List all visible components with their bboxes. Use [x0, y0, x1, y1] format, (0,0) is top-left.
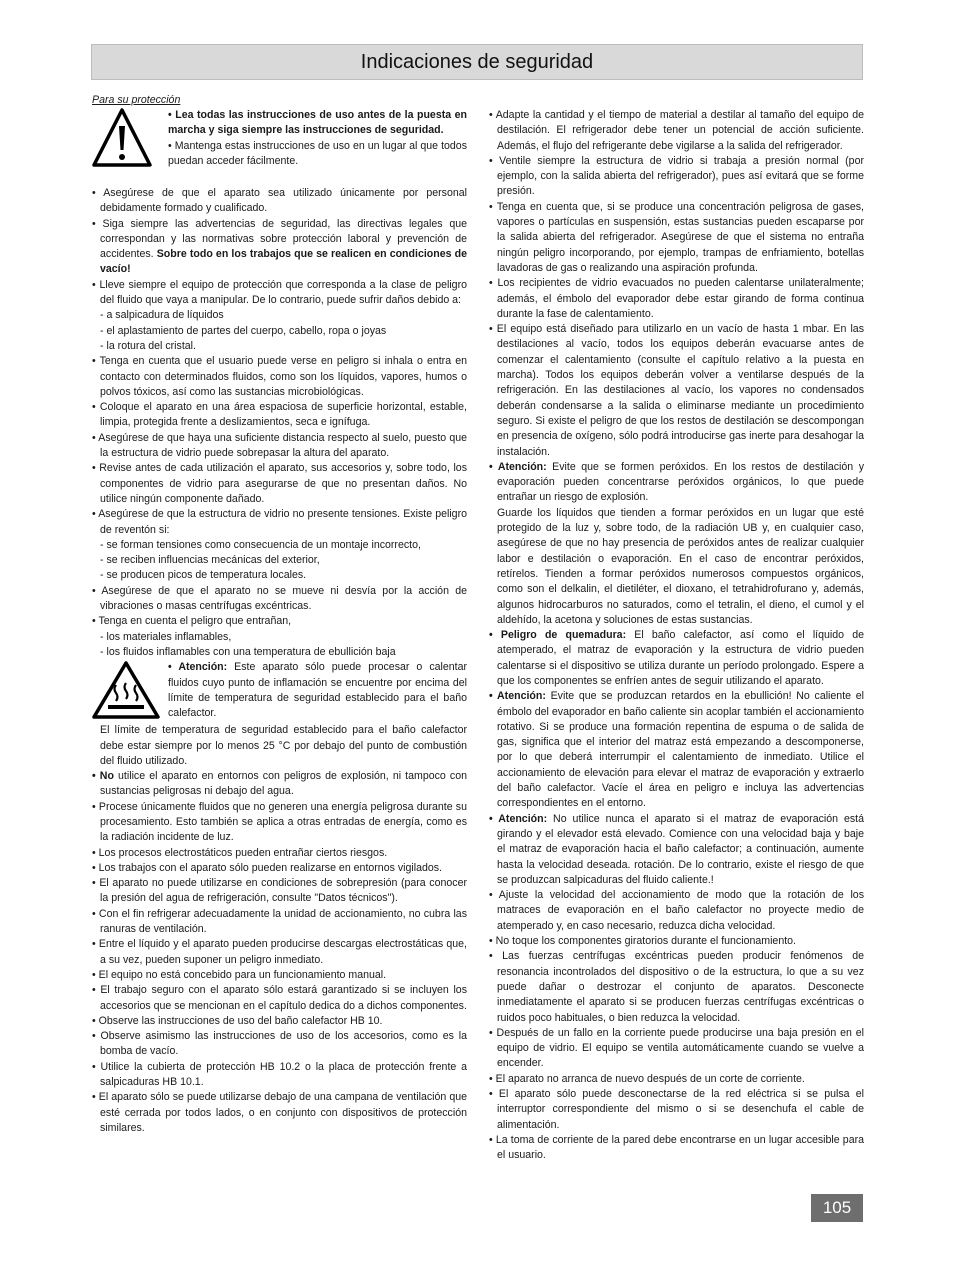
bullet-burn-hazard: • Peligro de quemadura: El baño calefactor, así como el líquido de atemperado, el matraz de evaporación y la estructura de vidrio pueden calentarse si el dispositivo se utiliza durante un período prolongado. Espere a que los componentes se enfríen antes de seguir utilizando el aparato. [489, 629, 864, 687]
bullet-vacuum-design: • El equipo está diseñado para utilizarlo en un vacío de hasta 1 mbar. En las destilaciones al vacío, todos los equipos deberán evacuarse antes de comenzar el calentamiento (consulte el capítulo relativo a la puesta en marcha). Todos los equipos deberán volver a ventilarse después de la refrigeración. En las destilaciones al vacío, los vapores no condensados deberán condensarse a la salida o eliminarse mediante un procedimiento seguro. Si existe el peligro de que los restos de destilación se descompongan en presencia de oxígeno, sólo podrá introducirse gas inerte para desahogar la instalación. [489, 323, 864, 458]
hot-surface-warning-icon [92, 660, 168, 723]
bullet-hb10-instructions: • Observe las instrucciones de uso del baño calefactor HB 10. [92, 1014, 383, 1027]
bullet-accessories: • El trabajo seguro con el aparato sólo estará garantizado si se incluyen los accesorios que se mencionan en el capítulo dedica do a dichos componentes. [92, 984, 467, 1012]
bullet-floor-distance: • Asegúrese de que haya una suficiente distancia respecto al suelo, puesto que la estructura de vidrio puede sobrepasar la altura del aparato. [92, 431, 467, 460]
dash-item: - se forman tensiones como consecuencia de un montaje incorrecto, [100, 538, 421, 551]
dash-item: - los fluidos inflamables con una temperatura de ebullición baja [100, 645, 396, 658]
general-warning-block [92, 108, 467, 186]
bullet-power-failure: • Después de un fallo en la corriente puede producirse una baja presión en el equipo de vidrio. El equipo se ventila automáticamente cuando se vuelve a encender. [489, 1026, 864, 1070]
left-column [92, 93, 467, 1136]
dash-item: - se reciben influencias mecánicas del exterior, [100, 554, 320, 567]
bullet-protective-cover: • Utilice la cubierta de protección HB 10.2 o la placa de protección frente a salpicaduras HB 10.1. [92, 1060, 467, 1089]
bullet-accessory-instructions: • Observe asimismo las instrucciones de uso de los accesorios, como es la bomba de vacío. [92, 1030, 467, 1058]
page-number: 105 [822, 1198, 852, 1217]
bullet-flammable-hazards: • Tenga en cuenta el peligro que entrañan, [92, 615, 292, 628]
bullet-explosive-environments: • No utilice el aparato en entornos con peligros de explosión, ni tampoco con sustancias peligrosas ni debajo del agua. [92, 770, 467, 798]
paragraph-peroxide-storage: Guarde los líquidos que tienden a formar peróxidos en un lugar que esté protegido de la luz y, sobre todo, de la radiación UB y, en cualquier caso, asegúrese de que no hay presencia de peróxidos antes de realizar cualquier labor e destilación o evaporación. En el caso de encontrar peróxidos, retírelos. Tienden a formar peróxidos numerosos compuestos orgánicos, como son el delkalin, el dietiléter, el dioxano, el tetrahidrofurano y, además, algunos hidrocarburos no saturados, como el tetralin, el dieno, el cumol y el aldehído, la acetona y soluciones de estas sustancias. [497, 506, 864, 626]
hot-surface-warning-block [92, 660, 467, 723]
warning-triangle-icon [92, 108, 168, 186]
warning-read-instructions: • Lea todas las instrucciones de uso antes de la puesta en marcha y siga siempre las instrucciones de seguridad. [168, 109, 467, 137]
bullet-qualified-personnel: • Asegúrese de que el aparato sea utilizado únicamente por personal debidamente formado y cualificado. [92, 187, 467, 215]
dash-item: - los materiales inflamables, [100, 630, 232, 643]
page-header [91, 44, 863, 80]
page-number-badge [811, 1194, 863, 1222]
bullet-supervised: • Los trabajos con el aparato sólo pueden realizarse en entornos vigilados. [92, 861, 442, 874]
bullet-manual-operation: • El equipo no está concebido para un funcionamiento manual. [92, 968, 387, 981]
bullet-lift-rotation: • Atención: No utilice nunca el aparato si el matraz de evaporación está girando y el elevador está elevado. Comience con una velocidad baja y baje el matraz de evaporación hacia el baño calefactor; a continuación, aumente hasta la velocidad deseada. rotación. De lo contrario, existe el riesgo de que se produzcan salpicaduras del fluido caliente.! [489, 812, 864, 886]
bullet-electrostatic-discharge: • Entre el líquido y el aparato pueden producirse descargas electrostáticas que, a su vez, pueden suponer un peligro inmediato. [92, 938, 467, 966]
bullet-boiling-delay: • Atención: Evite que se produzcan retardos en la ebullición! No caliente el émbolo del evaporador en baño caliente sin acoplar también el accionamiento rotativo. Si se produce una formación repentina de espuma o de salida de gas, significa que el interior del matraz está empezando a descomponerse, por lo que deberá interrumpir el calentamiento de inmediato. Utilice el accionamiento de elevación para elevar el matraz de evaporación y extraerlo del baño calefactor. Vacíe el área en peligro e incluya las advertencias correspondientes en el entorno. [489, 690, 864, 810]
dash-item: - a salpicadura de líquidos [100, 309, 224, 322]
bullet-rotating-parts: • No toque los componentes giratorios durante el funcionamiento. [489, 935, 796, 948]
bullet-wall-socket: • La toma de corriente de la pared debe encontrarse en un lugar accesible para el usuario. [489, 1133, 864, 1162]
dash-item: - la rotura del cristal. [100, 339, 196, 352]
bullet-dangerous-energy: • Procese únicamente fluidos que no generen una energía peligrosa durante su procesamiento. Esto también se aplica a otras entradas de energía, como es la radiación incidente de luz. [92, 800, 467, 844]
bullet-protective-equipment: • Lleve siempre el equipo de protección que corresponda a la clase de peligro del fluido que vaya a manipular. De lo contrario, puede sufrir daños debido a: [92, 278, 467, 307]
dash-item: - el aplastamiento de partes del cuerpo, cabello, ropa o joyas [100, 324, 387, 337]
bullet-glass-tension: • Asegúrese de que la estructura de vidrio no presente tensiones. Existe peligro de reventón si: [92, 508, 467, 536]
bullet-distillation-amount: • Adapte la cantidad y el tiempo de material a destilar al tamaño del equipo de destilación. El refrigerador debe tener un potencial de acción suficiente. Además, el flujo del refrigerante debe vigilarse a la salida del refrigerador. [489, 109, 864, 152]
bullet-overpressure: • El aparato no puede utilizarse en condiciones de sobrepresión (para conocer la presión del agua de refrigeración, consulte "Datos técnicos"). [92, 877, 467, 905]
bullet-no-restart: • El aparato no arranca de nuevo después de un corte de corriente. [489, 1072, 805, 1085]
bullet-evacuated-vessels: • Los recipientes de vidrio evacuados no pueden calentarse unilateralmente; además, el émbolo del evaporador debe estar girando de forma continua durante la fase de calentamiento. [489, 277, 864, 320]
bullet-speed-adjust: • Ajuste la velocidad del accionamiento de modo que la rotación de los matraces de evaporación en el baño calefactor no proyecte medio de atemperado y, en caso necesario, reduzca dicha velocidad. [489, 889, 864, 932]
bullet-resonance: • Las fuerzas centrífugas excéntricas pueden producir fenómenos de resonancia incontrolados del dispositivo o de la estructura, lo que a su vez puede dañar o destrozar el conjunto de aparatos. Desconecte inmediatamente el aparato si se producen fuerzas centrífugas excéntricas o ruidos poco habituales, o bien reduzca la velocidad. [489, 950, 864, 1024]
dash-item: - se producen picos de temperatura locales. [100, 569, 307, 582]
warning-flash-point: • Atención: Este aparato sólo puede procesar o calentar fluidos cuyo punto de inflamación se encuentre por encima del límite de temperatura de seguridad establecido para el baño calefactor. [168, 661, 468, 720]
bullet-disconnect: • El aparato sólo puede desconectarse de la red eléctrica si se pulsa el interruptor correspondiente del mismo o si se desenchufa el cable de alimentación. [489, 1088, 864, 1131]
bullet-peroxides: • Atención: Evite que se formen peróxidos. En los restos de destilación y evaporación pueden concentrarse peróxidos orgánicos, lo que puede entrañar un riesgo de explosión. [489, 460, 864, 504]
right-column [489, 108, 864, 1163]
paragraph-temperature-limit: El límite de temperatura de seguridad establecido para el baño calefactor debe estar siempre por lo menos 25 °C por debajo del punto de combustión del fluido utilizado. [100, 724, 467, 767]
page-title: Indicaciones de seguridad [360, 50, 594, 73]
bullet-vent-glass: • Ventile siempre la estructura de vidrio si trabaja a presión normal (por ejemplo, con la salida abierta del refrigerador), pues así evitará que se forme presión. [489, 154, 864, 198]
bullet-vibrations: • Asegúrese de que el aparato no se mueve ni desvía por la acción de vibraciones o masas centrífugas excéntricas. [92, 584, 467, 613]
bullet-gas-concentration: • Tenga en cuenta que, si se produce una concentración peligrosa de gases, vapores o partículas en suspensión, estas sustancias pueden escaparse por la salida abierta del refrigerador. Asegúrese de que el sistema no entraña ningún peligro incorporando, por ejemplo, trampas de enfriamiento, botellas lavadoras de gas o realizando una aspiración profunda. [489, 200, 864, 274]
bullet-placement: • Coloque el aparato en una área espaciosa de superficie horizontal, estable, limpia, protegida frente a deslizamientos, seca e ignífuga. [92, 401, 467, 429]
bullet-toxic-fluids: • Tenga en cuenta que el usuario puede verse en peligro si inhala o entra en contacto con determinados fluidos, como son los líquidos, vapores, humos o polvos tóxicos, así como las sustancias microbiológicas. [92, 355, 467, 398]
bullet-safety-regulations: • Siga siempre las advertencias de seguridad, las directivas legales que correspondan y las normativas sobre protección laboral y prevención de accidentes. Sobre todo en los trabajos que se realicen en condiciones de vacío! [92, 217, 467, 276]
warning-keep-instructions: • Mantenga estas instrucciones de uso en un lugar al que todos puedan acceder fácilmente. [168, 139, 467, 167]
section-subheading: Para su protección [92, 94, 181, 106]
bullet-electrostatic: • Los procesos electrostáticos pueden entrañar ciertos riesgos. [92, 846, 388, 859]
bullet-ventilation-slots: • Con el fin refrigerar adecuadamente la unidad de accionamiento, no cubra las ranuras de ventilación. [92, 907, 467, 936]
bullet-inspect-glass: • Revise antes de cada utilización el aparato, sus accesorios y, sobre todo, los componentes de vidrio para asegurarse de que no presentan daños. No utilice ningún componente dañado. [92, 462, 467, 505]
bullet-fume-hood: • El aparato sólo se puede utilizarse debajo de una campana de ventilación que esté cerrada por todos lados, o en conjunto con dispositivos de protección similares. [92, 1091, 467, 1134]
